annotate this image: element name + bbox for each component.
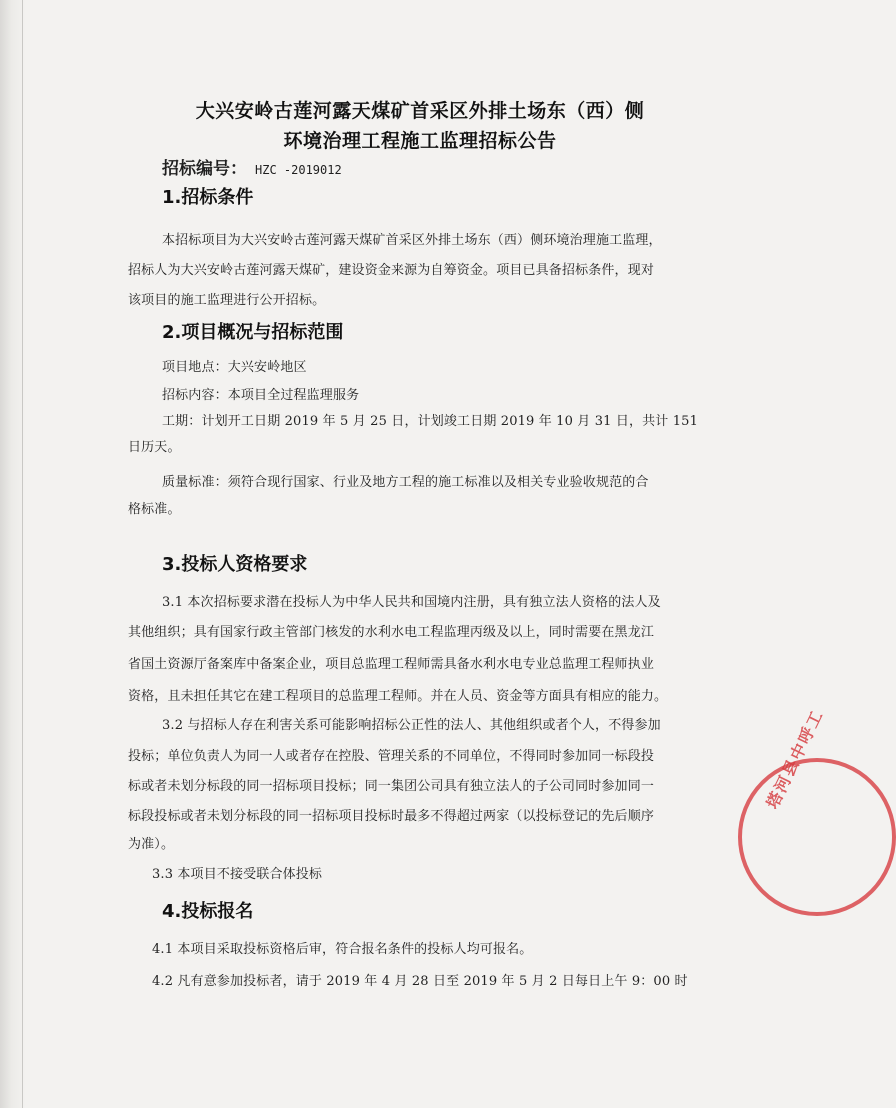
document-title-line-2: 环境治理工程施工监理招标公告 [283, 130, 557, 152]
paragraph-line: 该项目的施工监理进行公开招标。 [128, 293, 326, 308]
paragraph-line: 省国土资源厅备案库中备案企业，项目总监理工程师需具备水利水电专业总监理工程师执业 [128, 657, 655, 672]
section-heading-3: 3.投标人资格要求 [162, 554, 308, 575]
paragraph-line: 其他组织；具有国家行政主管部门核发的水利水电工程监理丙级及以上，同时需要在黑龙江 [128, 625, 655, 640]
paragraph-line: 质量标准：须符合现行国家、行业及地方工程的施工标准以及相关专业验收规范的合 [162, 475, 649, 490]
paragraph-line: 为准）。 [128, 837, 175, 852]
section-heading-4: 4.投标报名 [162, 901, 254, 922]
section-heading-1: 1.招标条件 [162, 187, 254, 208]
stamp-text: 塔河县中呼工 [762, 706, 828, 812]
paragraph-line: 招标人为大兴安岭古莲河露天煤矿，建设资金来源为自筹资金。项目已具备招标条件，现对 [128, 263, 655, 278]
paragraph-line: 格标准。 [128, 502, 181, 517]
paragraph-line: 投标；单位负责人为同一人或者存在控股、管理关系的不同单位，不得同时参加同一标段投 [128, 749, 655, 764]
paragraph-line: 项目地点：大兴安岭地区 [162, 360, 307, 375]
paragraph-line: 4.1 本项目采取投标资格后审，符合报名条件的投标人均可报名。 [152, 942, 533, 957]
bid-number-label: 招标编号： [162, 159, 247, 179]
page-fold-line [22, 0, 23, 1108]
paragraph-line: 标段投标或者未划分标段的同一招标项目投标时最多不得超过两家（以投标登记的先后顺序 [128, 809, 655, 824]
paragraph-line: 3.1 本次招标要求潜在投标人为中华人民共和国境内注册，具有独立法人资格的法人及 [162, 595, 661, 610]
paragraph-line: 招标内容：本项目全过程监理服务 [162, 388, 360, 403]
paragraph-line: 3.2 与招标人存在利害关系可能影响招标公正性的法人、其他组织或者个人，不得参加 [162, 718, 661, 733]
paragraph-line: 日历天。 [128, 440, 181, 455]
section-heading-2: 2.项目概况与招标范围 [162, 322, 344, 343]
paragraph-line: 4.2 凡有意参加投标者，请于 2019 年 4 月 28 日至 2019 年 5 月 2 日每日上午 9：00 时 [152, 974, 688, 989]
bid-number-value: HZC -2019012 [255, 163, 342, 177]
official-seal-stamp [738, 706, 896, 916]
paragraph-line: 资格，且未担任其它在建工程项目的总监理工程师。并在人员、资金等方面具有相应的能力。 [128, 689, 668, 704]
paragraph-line: 工期：计划开工日期 2019 年 5 月 25 日，计划竣工日期 2019 年 10 月 31 日，共计 151 [162, 414, 698, 429]
bid-number [162, 154, 342, 179]
paragraph-line: 标或者未划分标段的同一招标项目投标；同一集团公司具有独立法人的子公司同时参加同一 [128, 779, 655, 794]
paragraph-line: 3.3 本项目不接受联合体投标 [152, 867, 323, 882]
paragraph-line: 本招标项目为大兴安岭古莲河露天煤矿首采区外排土场东（西）侧环境治理施工监理， [162, 233, 662, 248]
document-title-line-1: 大兴安岭古莲河露天煤矿首采区外排土场东（西）侧 [195, 100, 645, 122]
